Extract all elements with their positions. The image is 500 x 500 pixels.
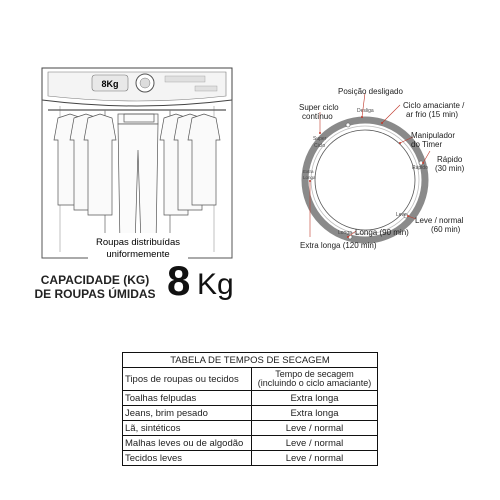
capacity-label-line1: CAPACIDADE (KG) <box>40 273 150 287</box>
table-row <box>123 436 378 451</box>
label-leve-normal-line1: Leve / normal <box>415 216 464 225</box>
ring-label-extra: Extra <box>303 169 314 174</box>
capacity-unit: Kg <box>197 268 234 301</box>
label-ciclo-amaciante-line2: ar frio (15 min) <box>406 110 459 119</box>
label-posicao-desligado: Posição desligado <box>338 87 403 96</box>
table-cell: Toalhas felpudas <box>123 391 252 406</box>
label-rapido-line2: (30 min) <box>435 164 465 173</box>
table-cell: Extra longa <box>252 406 378 421</box>
table-cell: Malhas leves ou de algodão <box>123 436 252 451</box>
label-leve-normal-line2: (60 min) <box>431 225 461 234</box>
table-title: TABELA DE TEMPOS DE SECAGEM <box>123 353 378 368</box>
table-cell: Lã, sintéticos <box>123 421 252 436</box>
capacity-label <box>30 273 160 301</box>
label-super-ciclo-line2: contínuo <box>302 112 333 121</box>
table-row <box>123 421 378 436</box>
dryer-caption-line1: Roupas distribuídas <box>96 237 180 248</box>
table-row <box>123 391 378 406</box>
label-longa: Longa (90 min) <box>355 228 409 237</box>
table-cell: Leve / normal <box>252 451 378 466</box>
ring-label-longa-extra: Longa <box>303 175 316 180</box>
drying-times-table <box>122 352 378 466</box>
table-row <box>123 406 378 421</box>
label-extra-longa: Extra longa (120 min) <box>300 241 377 250</box>
label-rapido-line1: Rápido <box>437 155 463 164</box>
table-header-row <box>123 368 378 391</box>
dryer-illustration <box>0 0 260 280</box>
label-manipulador-line1: Manipulador <box>411 131 456 140</box>
table-cell: Leve / normal <box>252 436 378 451</box>
label-ciclo-amaciante-line1: Ciclo amaciante / <box>403 101 465 110</box>
table-cell: Extra longa <box>252 391 378 406</box>
table-cell: Jeans, brim pesado <box>123 406 252 421</box>
table-cell: Tecidos leves <box>123 451 252 466</box>
dryer-capacity-display: 8Kg <box>101 79 119 89</box>
capacity-label-line2: DE ROUPAS ÚMIDAS <box>34 287 156 301</box>
ring-label-rapido: Rápido <box>412 165 428 171</box>
capacity-number: 8 <box>167 257 191 304</box>
ring-label-desliga: Desliga <box>357 108 374 114</box>
label-super-ciclo-line1: Super ciclo <box>299 103 339 112</box>
ring-label-longa: Longa <box>338 230 352 236</box>
ring-label-leve: Leve <box>396 212 407 218</box>
table-row <box>123 451 378 466</box>
table-header-time: Tempo de secagem (incluindo o ciclo amaciante) <box>252 368 378 391</box>
dryer-caption-line2: uniformemente <box>106 249 170 260</box>
ring-label-ciclo: Ciclo <box>314 143 326 149</box>
table-header-fabric: Tipos de roupas ou tecidos <box>123 368 252 391</box>
ring-label-super: Super <box>313 136 327 142</box>
label-manipulador-line2: do Timer <box>411 140 443 149</box>
table-cell: Leve / normal <box>252 421 378 436</box>
